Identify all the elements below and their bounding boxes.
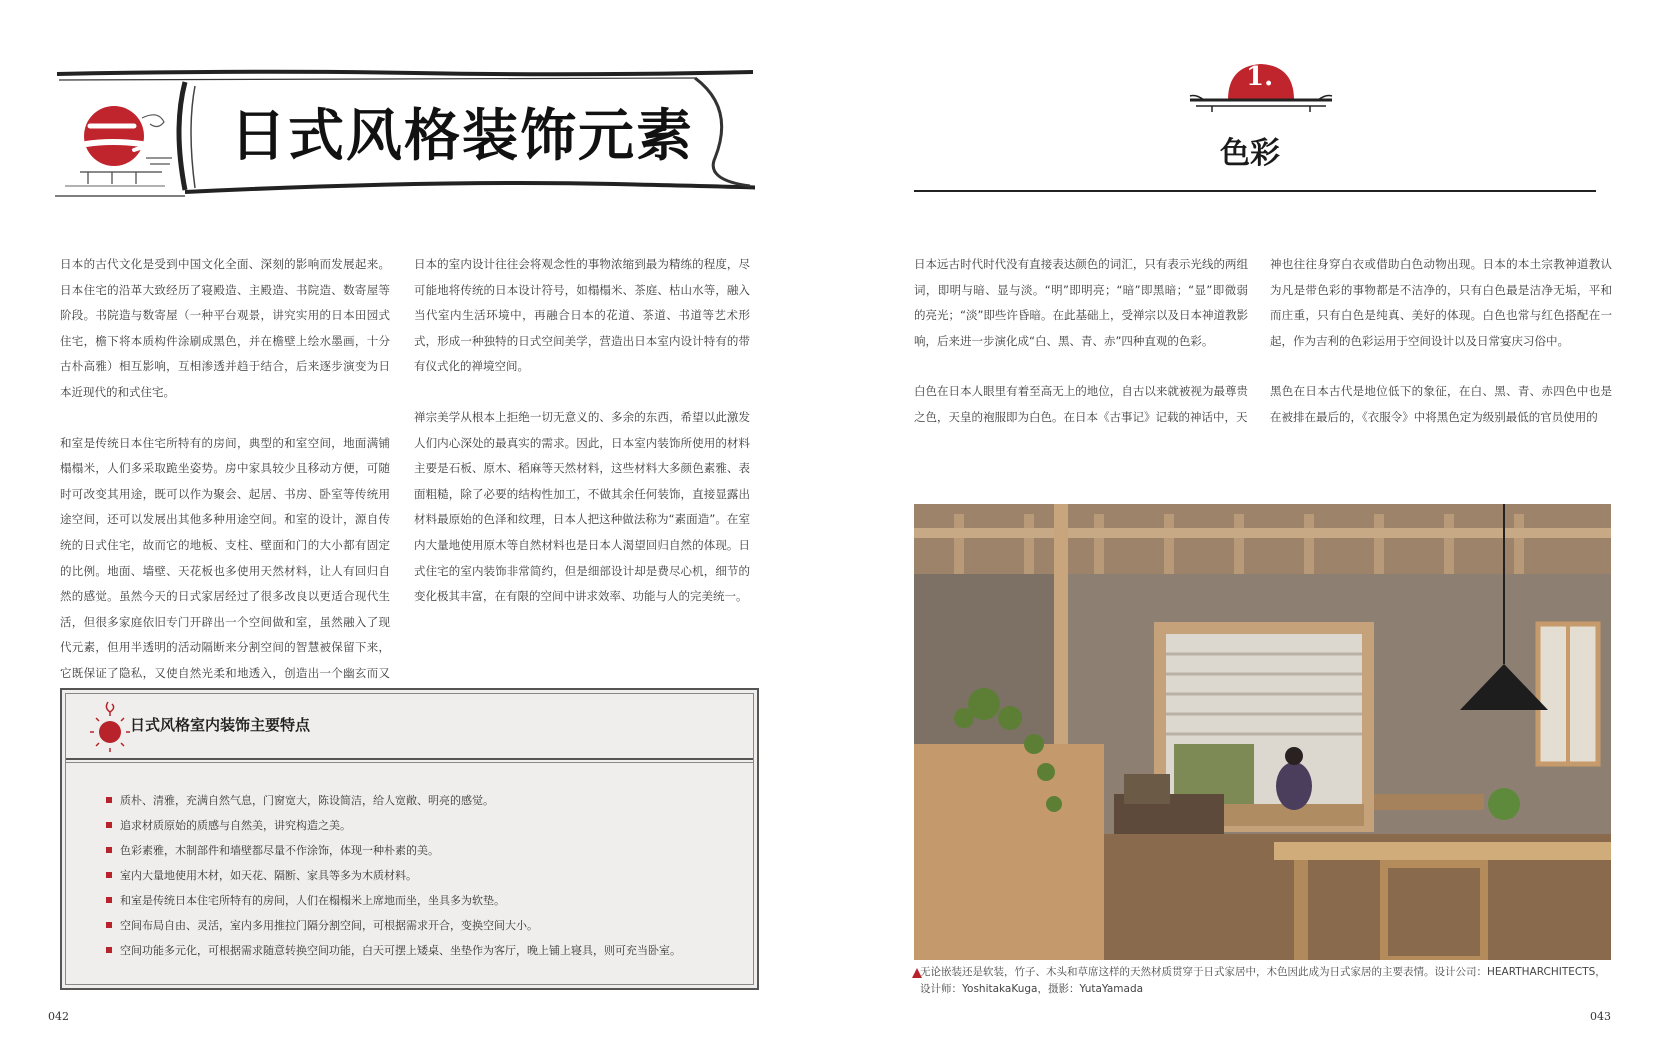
list-item: 追求材质原始的质感与自然美，讲究构造之美。 [106,813,681,838]
paragraph: 日本远古时代时代没有直接表达颜色的词汇，只有表示光线的两组词，即明与暗、显与淡。“明”即明亮；“暗”即黑暗；“显”即微弱的亮光；“淡”即些许昏暗。在此基础上，受禅宗以及日本神道教影响，后来进一步演化成“白、黑、青、赤”四种直观的色彩。 [914,257,1248,348]
left-column-2 [414,252,750,635]
divider [66,762,753,763]
paragraph: 黑色在日本古代是地位低下的象征，在白、黑、青、赤四色中也是在被排在最后的，《衣服令》中将黑色定为级别最低的官员使用的 [1270,384,1612,424]
divider [66,758,753,760]
features-box [60,688,759,990]
page-number-right: 043 [1590,1010,1611,1023]
caption-line: 设计师：YoshitakaKuga，摄影：YutaYamada [920,983,1144,995]
paragraph: 日本的室内设计往往会将观念性的事物浓缩到最为精练的程度，尽可能地将传统的日本设计符号，如榻榻米、茶庭、枯山水等，融入当代室内生活环境中，再融合日本的花道、茶道、书道等艺术形式，形成一种独特的日式空间美学，营造出日本室内设计特有的带有仪式化的禅境空间。 [414,257,750,374]
paragraph: 神也往往身穿白衣或借助白色动物出现。日本的本土宗教神道教认为凡是带色彩的事物都是不洁净的，只有白色最是洁净无垢，平和而庄重，只有白色是纯真、美好的体现。白色也常与红色搭配在一起，作为吉利的色彩运用于空间设计以及日常宴庆习俗中。 [1270,257,1612,348]
paragraph: 日本的古代文化是受到中国文化全面、深刻的影响而发展起来。日本住宅的沿革大致经历了寝殿造、主殿造、书院造、数寄屋等阶段。书院造与数寄屋（一种平台观景，讲究实用的日本田园式住宅，檐下将本质构件涂刷成黑色，并在檐壁上绘水墨画，十分古朴高雅）相互影响，互相渗透并趋于结合，后来逐步演变为日本近现代的和式住宅。 [60,257,390,399]
section-divider [914,190,1596,192]
list-item: 空间布局自由、灵活，室内多用推拉门隔分割空间，可根据需求开合，变换空间大小。 [106,913,681,938]
list-item: 色彩素雅，木制部件和墙壁都尽量不作涂饰，体现一种朴素的美。 [106,838,681,863]
photo-caption [920,964,1610,998]
paragraph: 白色在日本人眼里有着至高无上的地位，自古以来就被视为最尊贵之色，天皇的袍服即为白色。在日本《古事记》记载的神话中，天 [914,384,1248,424]
features-title: 日式风格室内装饰主要特点 [130,716,311,734]
page-number-left: 042 [48,1010,69,1023]
section-number: 1. [1246,62,1274,92]
right-column-2 [1270,252,1612,456]
list-item: 质朴、清雅，充满自然气息，门窗宽大，陈设简洁，给人宽敞、明亮的感觉。 [106,788,681,813]
paragraph: 禅宗美学从根本上拒绝一切无意义的、多余的东西，希望以此激发人们内心深处的最真实的需求。因此，日本室内装饰所使用的材料主要是石板、原木、稻麻等天然材料，这些材料大多颜色素雅、表面粗糙，除了必要的结构性加工，不做其余任何装饰，直接显露出材料最原始的色泽和纹理，日本人把这种做法称为“素面造”。在室内大量地使用原木等自然材料也是日本人渴望回归自然的体现。日式住宅的室内装饰非常简约，但是细部设计却是费尽心机，细节的变化极其丰富，在有限的空间中讲求效率、功能与人的完美统一。 [414,409,750,604]
caption-line: 无论嵌装还是软装，竹子、木头和草席这样的天然材质贯穿于日式家居中，木色因此成为日式家居的主要表情。设计公司：HEARTHARCHITECTS， [920,966,1606,978]
paragraph: 和室是传统日本住宅所特有的房间，典型的和室空间，地面满铺榻榻米，人们多采取跪坐姿势。房中家具较少且移动方便，可随时可改变其用途，既可以作为聚会、起居、书房、卧室等传统用途空间，还可以发展出其他多种用途空间。和室的设计，源自传统的日式住宅，故而它的地板、支柱、壁面和门的大小都有固定的比例。地面、墙壁、天花板也多使用天然材料，让人有回归自然的感觉。虽然今天的日式家居经过了很多改良以更适合现代生活，但很多家庭依旧专门开辟出一个空间做和室，虽然融入了现代元素，但用半透明的活动隔断来分割空间的智慧被保留下来，它既保证了隐私，又使自然光柔和地透入，创造出一个幽玄而又 [60,435,390,680]
page-title: 日式风格装饰元素 [230,103,694,169]
list-item: 室内大量地使用木材，如天花、隔断、家具等多为木质材料。 [106,863,681,888]
section-title: 色彩 [1220,136,1280,171]
left-column-1 [60,252,390,737]
chapter-emblem-icon [72,100,182,190]
right-column-1 [914,252,1248,456]
interior-photo [914,504,1611,960]
list-item: 空间功能多元化，可根据需求随意转换空间功能，白天可摆上矮桌、坐垫作为客厅，晚上铺上寝具，则可充当卧室。 [106,938,681,963]
list-item: 和室是传统日本住宅所特有的房间，人们在榻榻米上席地而坐，坐具多为软垫。 [106,888,681,913]
sun-emblem-icon [90,700,130,752]
features-list [106,788,681,963]
